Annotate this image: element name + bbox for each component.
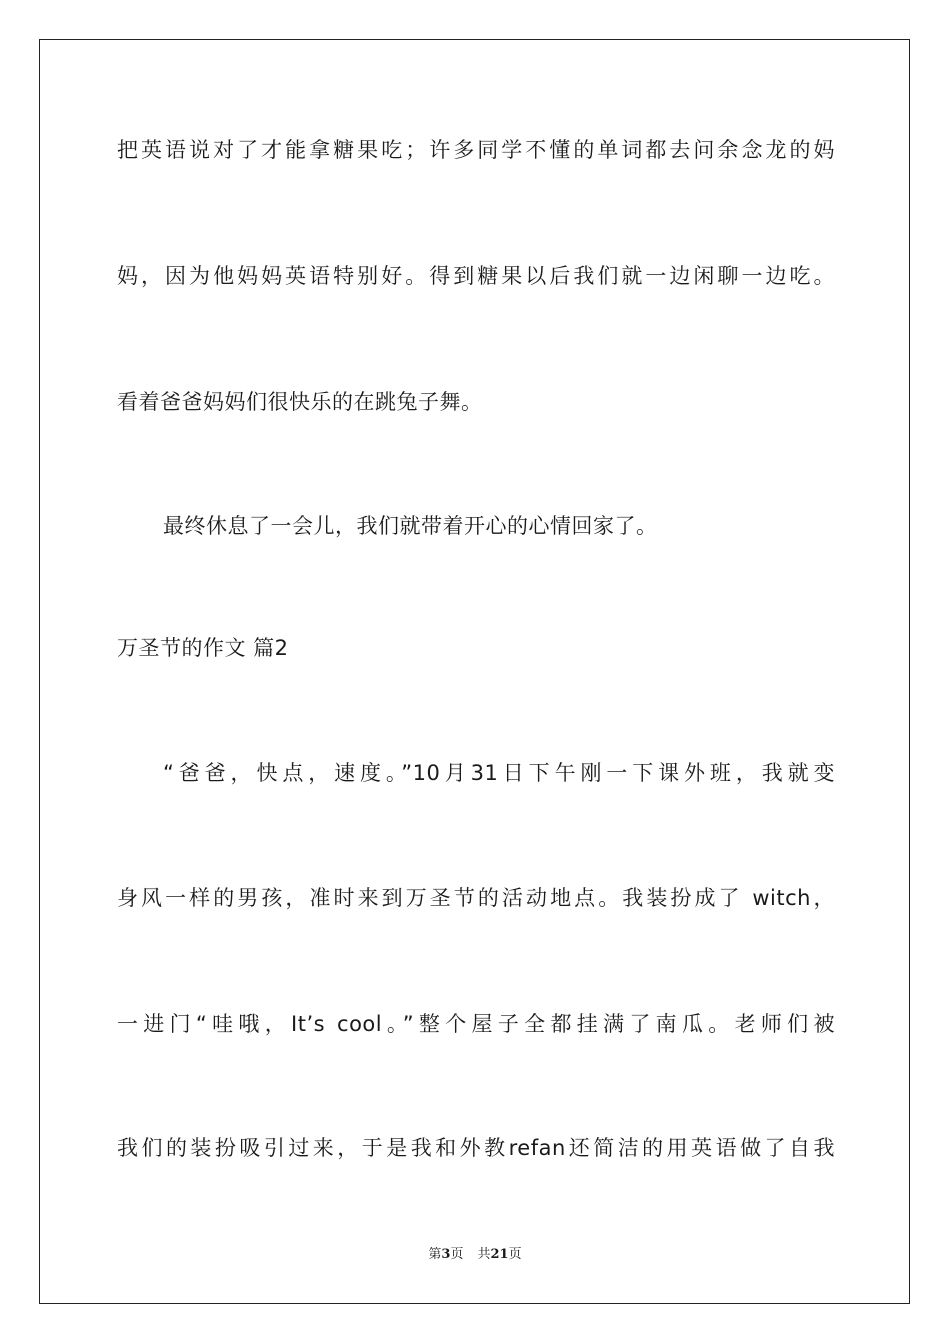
page-label-suffix: 页: [450, 1247, 464, 1262]
paragraph-text-line: 最终休息了一会儿，我们就带着开心的心情回家了。: [163, 514, 658, 538]
current-page-number: 3: [441, 1247, 451, 1262]
body-text-line: 身风一样的男孩，准时来到万圣节的活动地点。我装扮成了 witch，: [117, 886, 835, 910]
body-text-line: 把英语说对了才能拿糖果吃；许多同学不懂的单词都去问余念龙的妈: [117, 138, 835, 162]
paragraph-text-line: “爸爸，快点，速度。”10月31日下午刚一下课外班，我就变: [163, 761, 835, 785]
section-heading: 万圣节的作文 篇2: [117, 636, 289, 660]
body-text-line: 看着爸爸妈妈们很快乐的在跳兔子舞。: [117, 390, 483, 414]
page-footer: [0, 1246, 950, 1264]
body-text-line: 妈，因为他妈妈英语特别好。得到糖果以后我们就一边闲聊一边吃。: [117, 264, 835, 288]
page-border: [39, 39, 910, 1304]
total-label-prefix: 共: [477, 1247, 491, 1262]
body-text-line: 一进门“哇哦，It’s cool。”整个屋子全都挂满了南瓜。老师们被: [117, 1012, 835, 1036]
page-label-prefix: 第: [428, 1247, 442, 1262]
total-label-suffix: 页: [508, 1247, 522, 1262]
total-page-count: 21: [490, 1247, 509, 1262]
body-text-line: 我们的装扮吸引过来，于是我和外教refan还简洁的用英语做了自我: [117, 1136, 835, 1160]
